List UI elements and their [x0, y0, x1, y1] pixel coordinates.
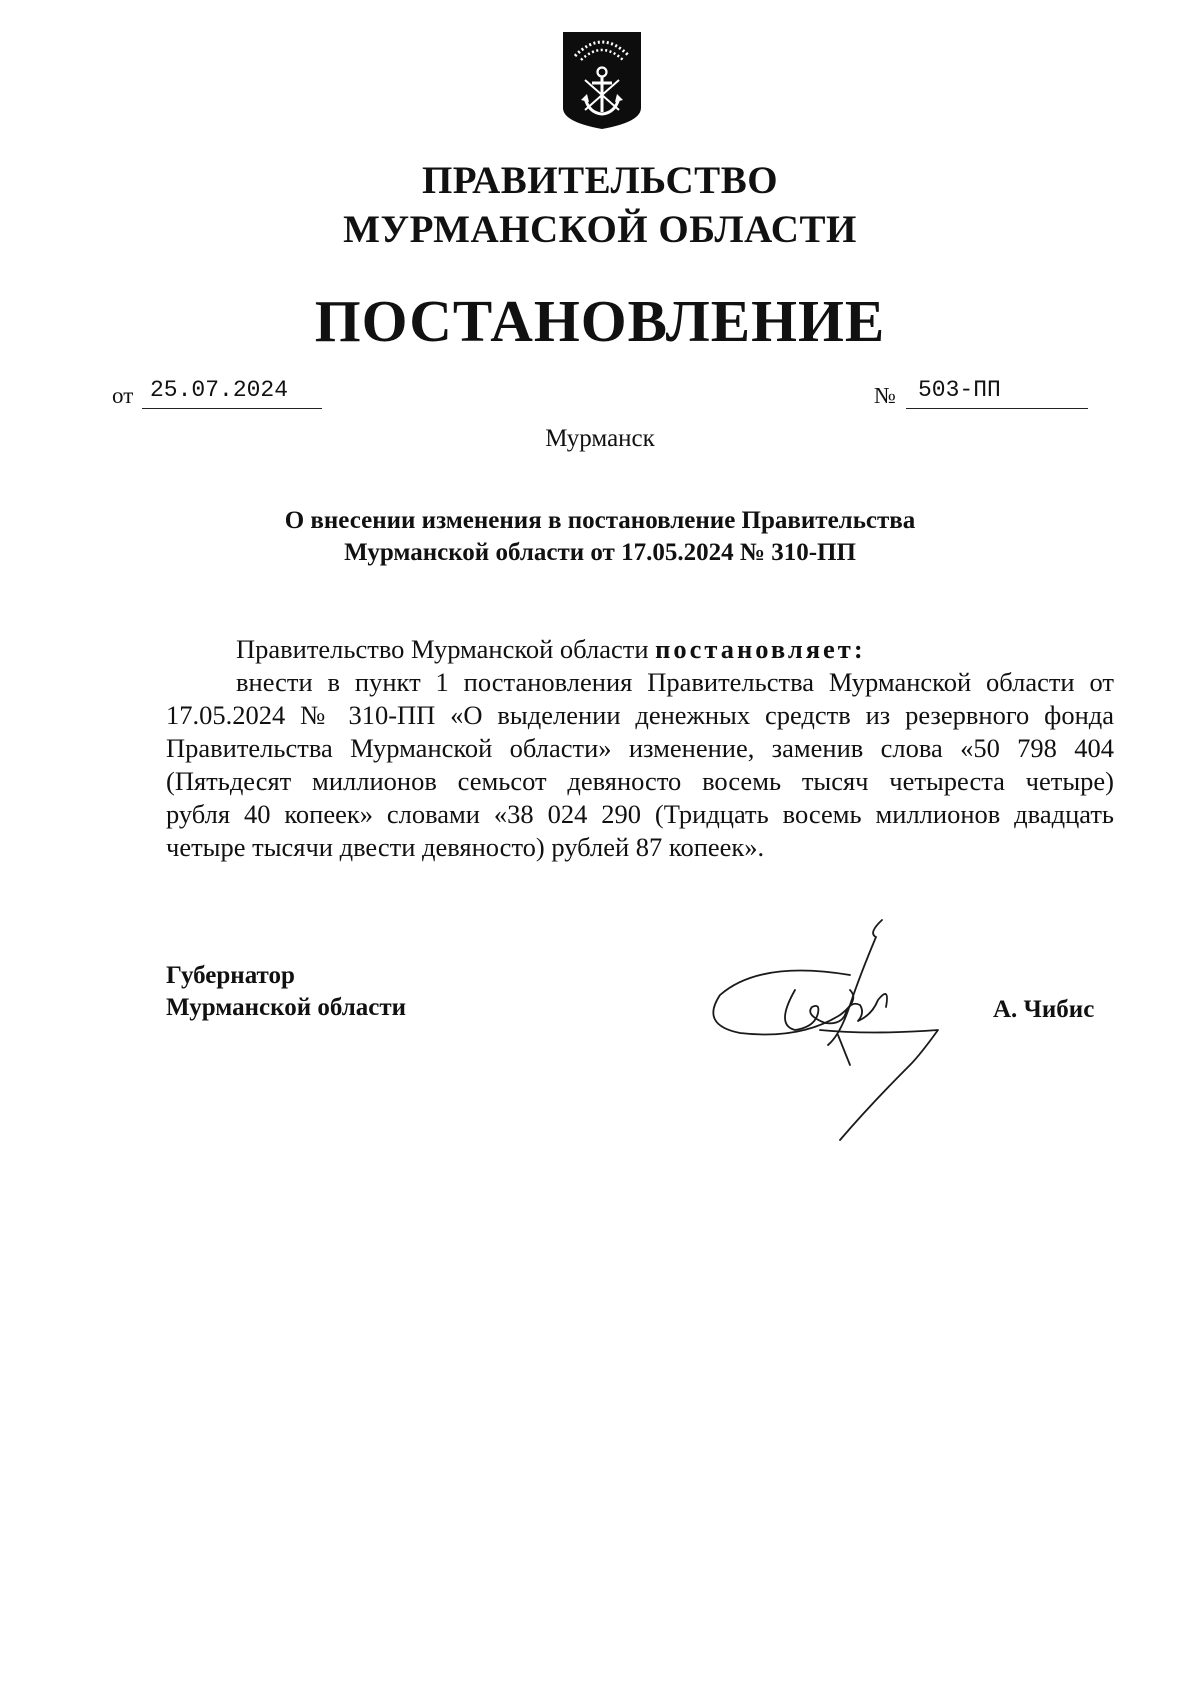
intro-text: Правительство Мурманской области: [236, 634, 649, 664]
government-name-line1: ПРАВИТЕЛЬСТВО: [421, 159, 779, 202]
government-name-line2: МУРМАНСКОЙ ОБЛАСТИ: [343, 208, 857, 251]
signer-name: А. Чибис: [993, 996, 1095, 1023]
document-type-title: ПОСТАНОВЛЕНИЕ: [314, 288, 886, 354]
subject-line2: Мурманской области от 17.05.2024 № 310-ПП: [344, 539, 856, 566]
number-underline: [906, 408, 1088, 409]
intro-verb: постановляет:: [655, 634, 866, 664]
number-prefix: №: [874, 383, 896, 408]
signer-title-line2: Мурманской области: [166, 994, 407, 1021]
date-prefix: от: [112, 383, 134, 408]
body-line: (Пятьдесят миллионов семьсот девяносто восемь тысяч четыреста четыре): [166, 766, 1114, 796]
coat-of-arms-icon: [561, 30, 643, 130]
signature-icon: [700, 915, 970, 1155]
city-name: Мурманск: [545, 425, 655, 452]
body-line: четыре тысячи двести девяносто) рублей 87 копеек».: [166, 832, 765, 862]
document-number: 503-ПП: [918, 377, 1001, 403]
document-date: 25.07.2024: [150, 377, 289, 403]
body-line: Правительства Мурманской области» изменение, заменив слова «50 798 404: [166, 733, 1114, 763]
body-line: 17.05.2024 № 310-ПП «О выделении денежных средств из резервного фонда: [166, 700, 1114, 730]
body-line: рубля 40 копеек» словами «38 024 290 (Тридцать восемь миллионов двадцать: [166, 799, 1114, 829]
body-line: внести в пункт 1 постановления Правительства Мурманской области от: [236, 667, 1114, 697]
signer-title-line1: Губернатор: [166, 962, 295, 989]
date-underline: [142, 408, 322, 409]
subject-line1: О внесении изменения в постановление Правительства: [284, 507, 916, 534]
resolution-intro: [236, 633, 866, 666]
